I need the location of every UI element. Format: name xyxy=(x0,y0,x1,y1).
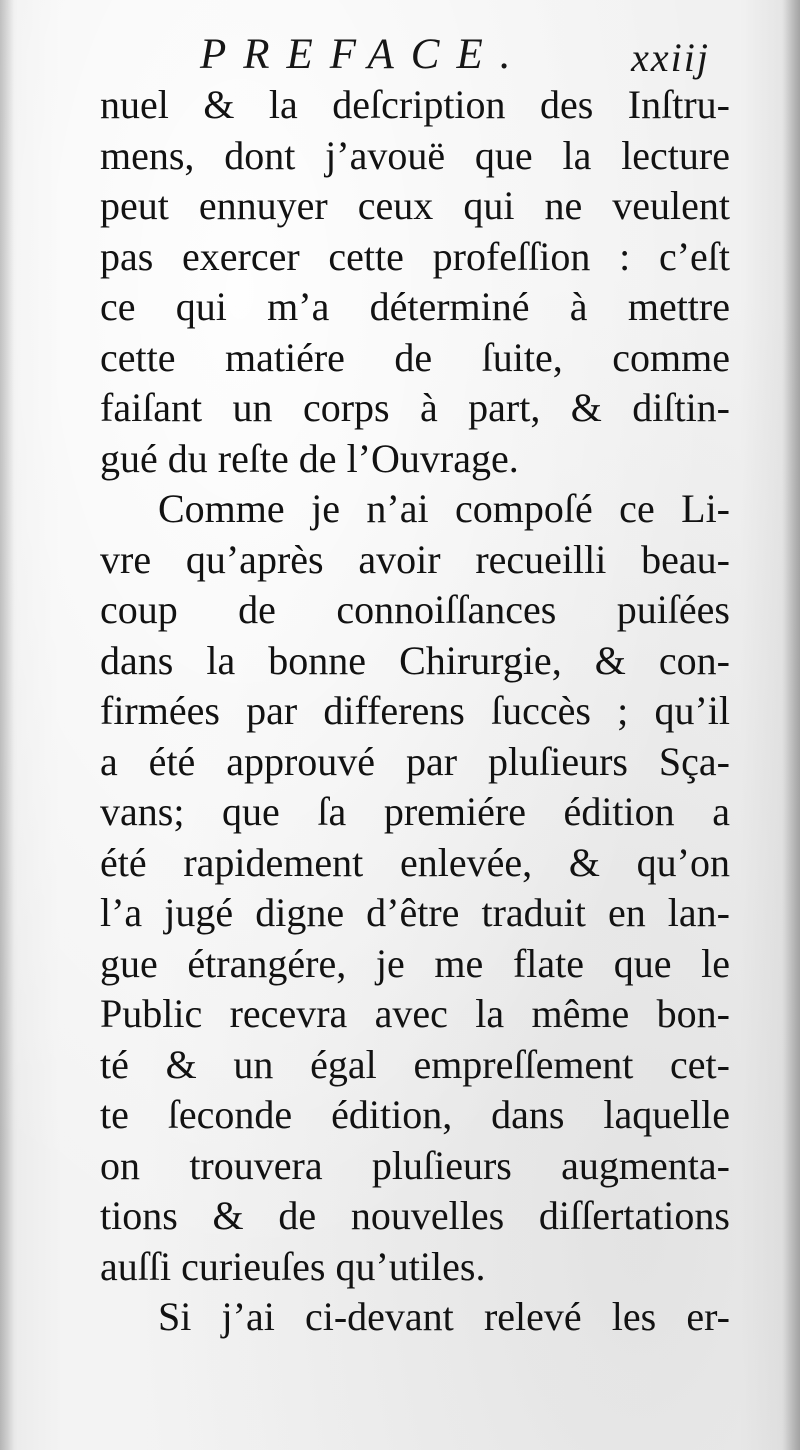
body-text xyxy=(100,80,730,1343)
text-line: a été approuvé par pluſieurs Sça- xyxy=(100,738,730,784)
text-line: tions & de nouvelles diſſertations xyxy=(100,1193,730,1238)
text-line: mens, dont j’avouë que la lecture xyxy=(100,132,730,178)
page-number: xxiij xyxy=(631,35,710,80)
text-line: vans; que ſa premiére édition a xyxy=(100,789,730,834)
text-line: dans la bonne Chirurgie, & con- xyxy=(100,637,730,683)
text-line: auſſi curieuſes qu’utiles. xyxy=(100,1243,486,1289)
page-header xyxy=(200,30,710,86)
text-line: l’a jugé digne d’être traduit en lan- xyxy=(100,890,730,935)
text-line: Comme je n’ai compoſé ce Li- xyxy=(158,486,730,531)
text-line: té & un égal empreſſement cet- xyxy=(100,1041,730,1087)
running-head: PREFACE. xyxy=(200,31,528,78)
text-line: ce qui m’a déterminé à mettre xyxy=(100,284,730,329)
text-line: cette matiére de ſuite, comme xyxy=(100,334,730,380)
text-line: nuel & la deſcription des Inſtru- xyxy=(100,82,730,127)
text-line: été rapidement enlevée, & qu’on xyxy=(100,839,730,885)
text-line: firmées par differens ſuccès ; qu’il xyxy=(100,688,730,733)
text-line: pas exercer cette profeſſion : c’eſt xyxy=(100,233,730,279)
text-line: Si j’ai ci-devant relevé les er- xyxy=(158,1294,730,1339)
text-line: peut ennuyer ceux qui ne veulent xyxy=(100,183,730,228)
text-line: on trouvera pluſieurs augmenta- xyxy=(100,1142,730,1188)
page-edge-shadow-right xyxy=(782,0,800,1450)
page-edge-shadow-left xyxy=(0,0,14,1450)
text-line: te ſeconde édition, dans laquelle xyxy=(100,1092,730,1137)
text-line: gue étrangére, je me flate que le xyxy=(100,940,730,986)
text-line: gué du reſte de l’Ouvrage. xyxy=(100,435,519,481)
text-line: coup de connoiſſances puiſées xyxy=(100,587,730,632)
text-line: faiſant un corps à part, & diſtin- xyxy=(100,385,730,430)
text-line: Public recevra avec la même bon- xyxy=(100,991,730,1036)
text-line: vre qu’après avoir recueilli beau- xyxy=(100,536,730,582)
